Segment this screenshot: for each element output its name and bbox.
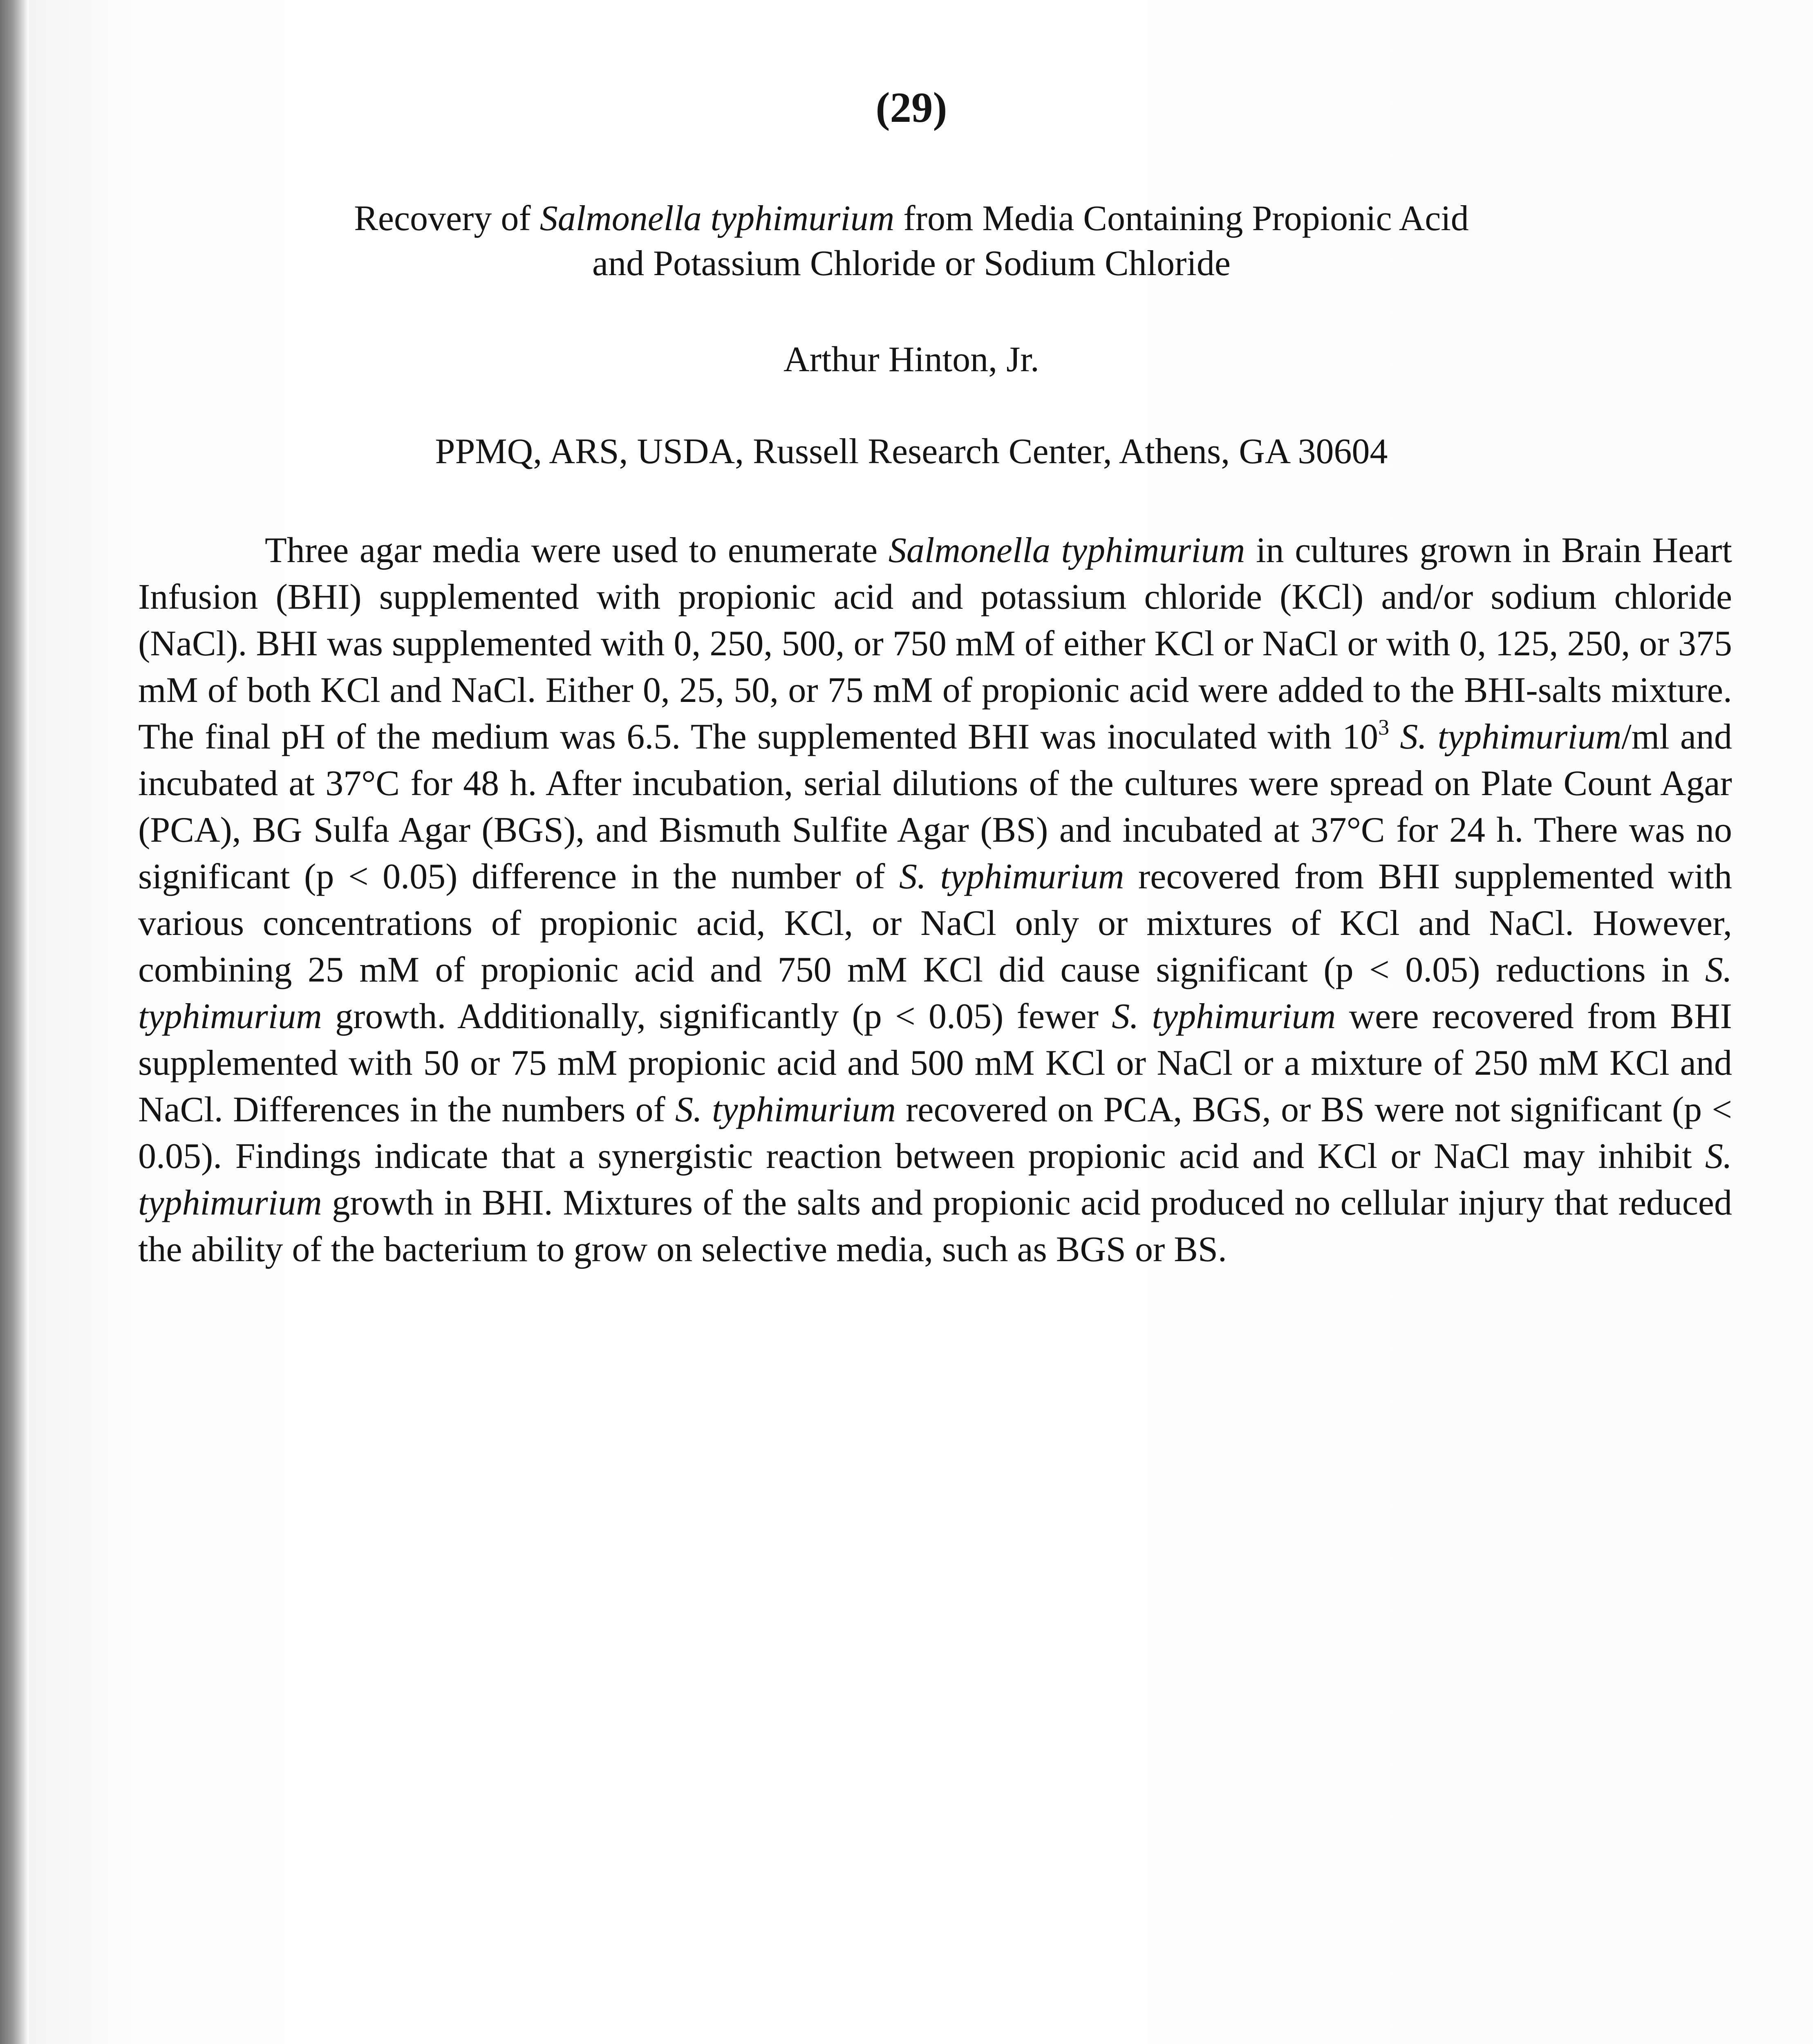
abstract-text-7: were recovered from BHI supplemented with 50 or 75 mM propionic acid and 500 mM KCl or NaCl or a mixture of 250 mM KCl and NaCl. Differences in the numbers of bbox=[138, 997, 1732, 1130]
abstract-organism-6: S. typhimurium bbox=[675, 1090, 896, 1130]
abstract-text-5: recovered from BHI supplemented with various concentrations of propionic acid, KCl, or NaCl only or mixtures of KCl and NaCl. However, combining 25 mM of propionic acid and 750 mM KCl did cause significant (p < 0.05) reductions in bbox=[138, 857, 1732, 990]
title-organism: Salmonella typhimurium bbox=[539, 199, 895, 238]
abstract-organism-1: Salmonella typhimurium bbox=[888, 531, 1245, 570]
author-affiliation: PPMQ, ARS, USDA, Russell Research Center, Athens, GA 30604 bbox=[435, 432, 1388, 471]
title-line-1-start: Recovery of bbox=[354, 199, 540, 238]
title-line-1 bbox=[245, 196, 1578, 241]
title-line-2: and Potassium Chloride or Sodium Chloride bbox=[592, 244, 1231, 283]
abstract-title bbox=[245, 196, 1578, 286]
abstract-organism-4: S. typhimurium bbox=[138, 950, 1732, 1036]
abstract-exponent: 3 bbox=[1378, 715, 1390, 740]
title-line-1-end: from Media Containing Propionic Acid bbox=[894, 199, 1469, 238]
abstract-text-3 bbox=[1389, 717, 1400, 757]
abstract-text-8: recovered on PCA, BGS, or BS were not significant (p < 0.05). Findings indicate that a synergistic reaction between propionic acid and KCl or NaCl may inhibit bbox=[138, 1090, 1732, 1176]
abstract-number: (29) bbox=[875, 83, 947, 131]
abstract-text-2: in cultures grown in Brain Heart Infusion (BHI) supplemented with propionic acid and potassium chloride (KCl) and/or sodium chloride (NaCl). BHI was supplemented with 0, 250, 500, or 750 mM of either KCl or NaCl or with 0, 125, 250, or 375 mM of both KCl and NaCl. Either 0, 25, 50, or 75 mM of propionic acid were added to the BHI-salts mixture. The final pH of the medium was 6.5. The supplemented BHI was inoculated with 10 bbox=[138, 531, 1732, 757]
abstract-organism-3: S. typhimurium bbox=[899, 857, 1124, 896]
abstract-text-4: /ml and incubated at 37°C for 48 h. After incubation, serial dilutions of the cultures were spread on Plate Count Agar (PCA), BG Sulfa Agar (BGS), and Bismuth Sulfite Agar (BS) and incubated at 37°C for 24 h. There was no significant (p < 0.05) difference in the number of bbox=[138, 717, 1732, 896]
abstract-organism-5: S. typhimurium bbox=[1112, 997, 1336, 1036]
abstract-organism-2: S. typhimurium bbox=[1400, 717, 1622, 757]
abstract-organism-7: S. typhimurium bbox=[138, 1136, 1732, 1223]
abstract-text-9: growth in BHI. Mixtures of the salts and propionic acid produced no cellular injury that reduced the ability of the bacterium to grow on selective media, such as BGS or BS. bbox=[138, 1183, 1732, 1269]
abstract-text-6: growth. Additionally, significantly (p < 0.05) fewer bbox=[322, 997, 1112, 1036]
author-name: Arthur Hinton, Jr. bbox=[783, 340, 1039, 379]
abstract-body bbox=[138, 527, 1732, 1273]
abstract-text-1: Three agar media were used to enumerate bbox=[265, 531, 889, 570]
